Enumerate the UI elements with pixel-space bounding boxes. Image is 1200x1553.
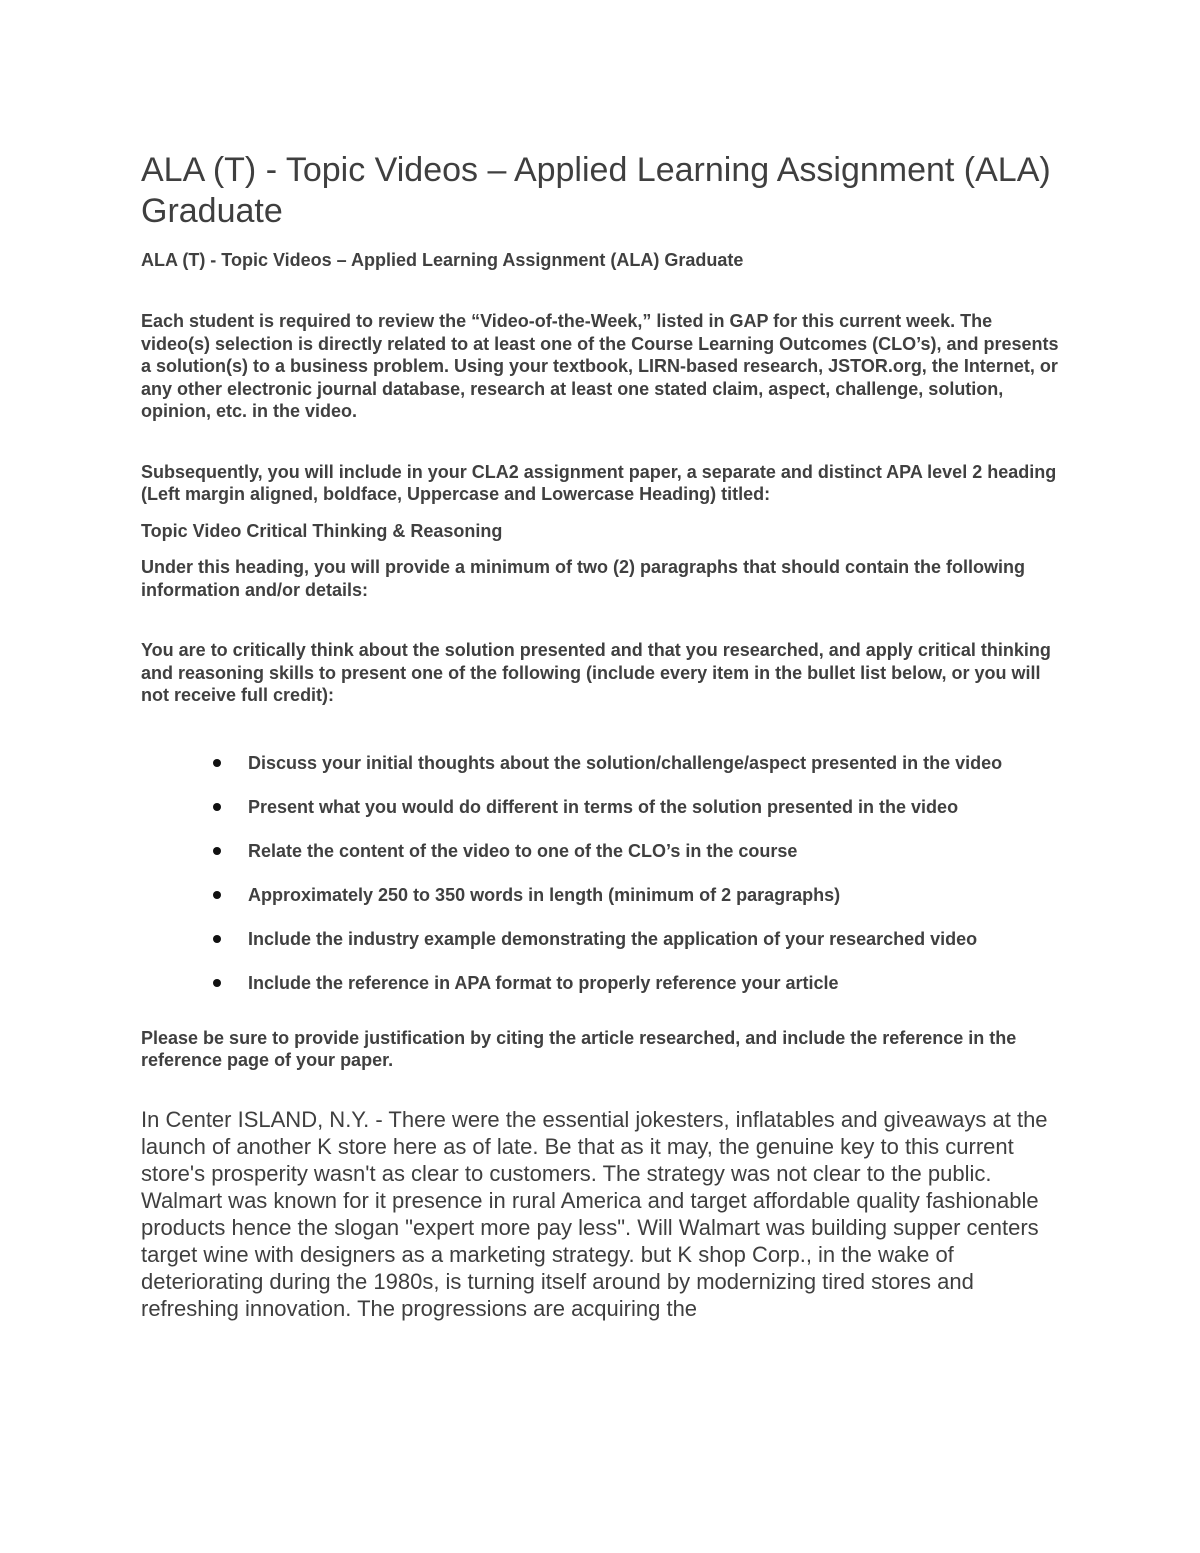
list-item: [141, 969, 1066, 998]
list-item: [141, 793, 1066, 822]
list-item-text: Include the reference in APA format to properly reference your article: [248, 972, 839, 993]
list-item-text: Include the industry example demonstrating the application of your researched video: [248, 928, 978, 949]
document-page: [141, 150, 1066, 1322]
bullet-icon: [213, 979, 221, 987]
paragraph-review-instructions: Each student is required to review the “Video-of-the-Week,” listed in GAP for this current week. The video(s) selection is directly related to at least one of the Course Learning Outcomes (CLO’s), and presents a solution(s) to a business problem. Using your textbook, LIRN-based research, JSTOR.org, the Internet, or any other electronic journal database, research at least one stated claim, aspect, challenge, solution, opinion, etc. in the video.: [141, 311, 1059, 421]
document-subtitle: ALA (T) - Topic Videos – Applied Learning Assignment (ALA) Graduate: [141, 250, 744, 270]
document-title: ALA (T) - Topic Videos – Applied Learning Assignment (ALA) Graduate: [141, 151, 1051, 230]
list-item: [141, 925, 1066, 954]
heading-topic-video: Topic Video Critical Thinking & Reasoning: [141, 520, 503, 541]
list-item-text: Relate the content of the video to one of the CLO’s in the course: [248, 840, 798, 861]
list-item-text: Discuss your initial thoughts about the solution/challenge/aspect presented in the video: [248, 752, 1003, 773]
paragraph-under-heading: Under this heading, you will provide a minimum of two (2) paragraphs that should contain the following information and/or details:: [141, 557, 1026, 600]
paragraph-justification: Please be sure to provide justification by citing the article researched, and include the reference in the reference page of your paper.: [141, 1027, 1017, 1070]
bullet-icon: [213, 803, 221, 811]
list-item: [141, 837, 1066, 866]
bullet-icon: [213, 891, 221, 899]
paragraph-critical-thinking: You are to critically think about the solution presented and that you researched, and apply critical thinking and reasoning skills to present one of the following (include every item in the bullet list below, or you will not receive full credit):: [141, 640, 1051, 705]
requirements-bullet-list: [141, 749, 1066, 998]
list-item: [141, 881, 1066, 910]
bullet-icon: [213, 847, 221, 855]
list-item: [141, 749, 1066, 778]
paragraph-subsequently: Subsequently, you will include in your CLA2 assignment paper, a separate and distinct APA level 2 heading (Left margin aligned, boldface, Uppercase and Lowercase Heading) titled:: [141, 461, 1057, 504]
list-item-text: Present what you would do different in terms of the solution presented in the video: [248, 796, 959, 817]
list-item-text: Approximately 250 to 350 words in length (minimum of 2 paragraphs): [248, 884, 841, 905]
bullet-icon: [213, 935, 221, 943]
bullet-icon: [213, 759, 221, 767]
body-paragraph: In Center ISLAND, N.Y. - There were the essential jokesters, inflatables and giveaways at the launch of another K store here as of late. Be that as it may, the genuine key to this current store's prosperity wasn't as clear to customers. The strategy was not clear to the public. Walmart was known for it presence in rural America and target affordable quality fashionable products hence the slogan "expert more pay less". Will Walmart was building supper centers target wine with designers as a marketing strategy. but K shop Corp., in the wake of deteriorating during the 1980s, is turning itself around by modernizing tired stores and refreshing innovation. The progressions are acquiring the: [141, 1106, 1048, 1321]
